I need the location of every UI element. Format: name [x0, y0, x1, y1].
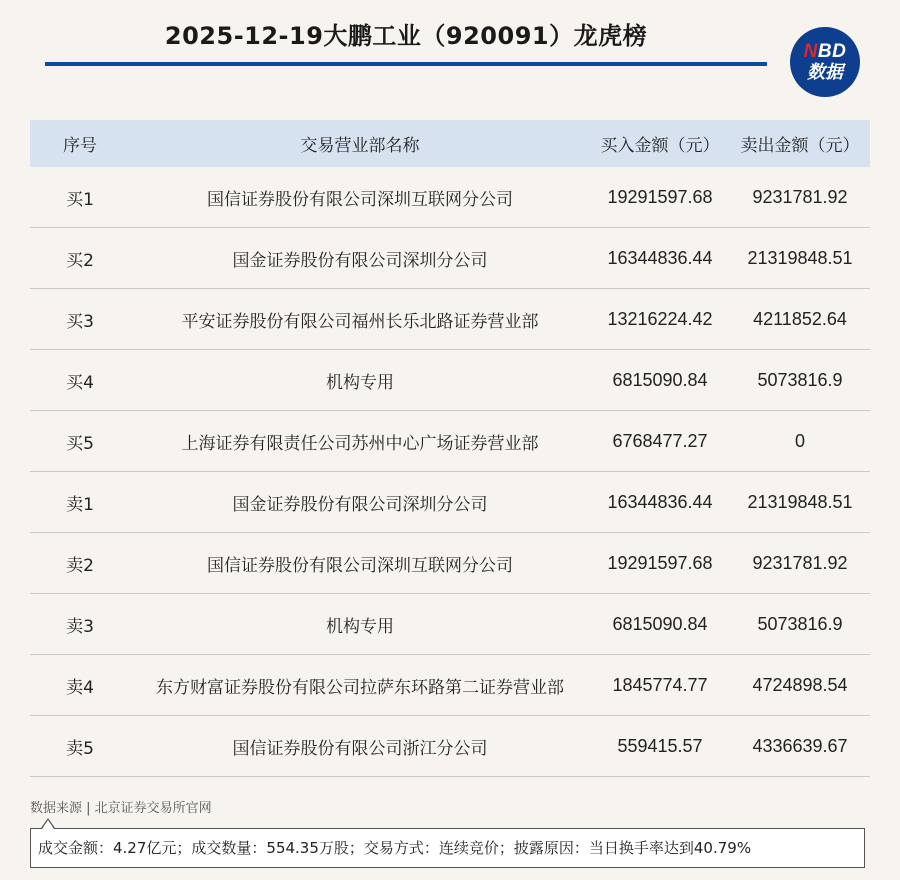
- logo-wordmark: [804, 42, 847, 62]
- row-buy-amount: 13216224.42: [607, 308, 713, 329]
- row-sell-amount: 9231781.92: [752, 552, 848, 573]
- row-branch-name: 国信证券股份有限公司深圳互联网分公司: [207, 555, 513, 576]
- row-branch-name: 机构专用: [326, 372, 394, 393]
- header-branch-name: 交易营业部名称: [300, 136, 420, 156]
- row-branch-name: 国金证券股份有限公司深圳分公司: [232, 250, 488, 271]
- row-buy-amount: 559415.57: [617, 735, 703, 756]
- title-underline: [45, 62, 767, 66]
- page-title: 2025-12-19大鹏工业（920091）龙虎榜: [164, 22, 648, 50]
- row-branch-name: 平安证券股份有限公司福州长乐北路证券营业部: [181, 311, 539, 332]
- table-row: [30, 533, 870, 594]
- logo-letters-bd: BD: [817, 40, 847, 62]
- row-sell-amount: 4336639.67: [752, 735, 848, 756]
- data-source: 数据来源 | 北京证券交易所官网: [30, 801, 212, 816]
- table-row: [30, 350, 870, 411]
- row-sell-amount: 21319848.51: [747, 491, 853, 512]
- table-row: [30, 228, 870, 289]
- row-sell-amount: 0: [794, 430, 805, 451]
- header-sell-amount: 卖出金额（元）: [740, 136, 860, 156]
- row-seq: 买3: [66, 311, 94, 332]
- row-seq: 卖1: [66, 494, 94, 515]
- row-branch-name: 国信证券股份有限公司深圳互联网分公司: [207, 189, 513, 210]
- table-row: [30, 289, 870, 350]
- row-branch-name: 国信证券股份有限公司浙江分公司: [232, 738, 488, 759]
- row-buy-amount: 1845774.77: [612, 674, 708, 695]
- row-seq: 卖3: [66, 616, 94, 637]
- table-row: [30, 655, 870, 716]
- table-header: [30, 120, 870, 167]
- row-buy-amount: 6768477.27: [612, 430, 708, 451]
- row-seq: 买2: [66, 250, 94, 271]
- table-row: [30, 472, 870, 533]
- row-buy-amount: 19291597.68: [607, 552, 713, 573]
- row-seq: 买5: [66, 433, 94, 454]
- row-branch-name: 上海证券有限责任公司苏州中心广场证券营业部: [181, 433, 539, 454]
- row-sell-amount: 5073816.9: [757, 369, 843, 390]
- row-sell-amount: 4724898.54: [752, 674, 848, 695]
- row-buy-amount: 16344836.44: [607, 491, 713, 512]
- row-buy-amount: 6815090.84: [612, 369, 708, 390]
- row-branch-name: 东方财富证券股份有限公司拉萨东环路第二证券营业部: [156, 677, 564, 698]
- row-sell-amount: 21319848.51: [747, 247, 853, 268]
- row-seq: 卖5: [66, 738, 94, 759]
- callout-pointer-fill: [42, 820, 54, 829]
- row-sell-amount: 9231781.92: [752, 186, 848, 207]
- table-row: [30, 716, 870, 777]
- row-seq: 卖4: [66, 677, 94, 698]
- table-row: [30, 411, 870, 472]
- header-seq: 序号: [63, 136, 97, 156]
- row-buy-amount: 16344836.44: [607, 247, 713, 268]
- nbd-logo: [790, 27, 860, 97]
- row-buy-amount: 6815090.84: [612, 613, 708, 634]
- trade-summary-box: 成交金额：4.27亿元；成交数量：554.35万股；交易方式：连续竞价；披露原因：当日换手率达到40.79%: [30, 828, 865, 868]
- row-branch-name: 国金证券股份有限公司深圳分公司: [232, 494, 488, 515]
- row-sell-amount: 5073816.9: [757, 613, 843, 634]
- row-sell-amount: 4211852.64: [753, 308, 847, 329]
- table-row: [30, 167, 870, 228]
- row-seq: 卖2: [66, 555, 94, 576]
- table-row: [30, 594, 870, 655]
- row-seq: 买1: [66, 189, 94, 210]
- dragon-tiger-table: [30, 120, 870, 777]
- logo-letter-n: N: [803, 40, 818, 62]
- row-branch-name: 机构专用: [326, 616, 394, 637]
- row-buy-amount: 19291597.68: [607, 186, 713, 207]
- logo-subtitle: 数据: [807, 61, 843, 83]
- header-buy-amount: 买入金额（元）: [600, 136, 720, 156]
- row-seq: 买4: [66, 372, 94, 393]
